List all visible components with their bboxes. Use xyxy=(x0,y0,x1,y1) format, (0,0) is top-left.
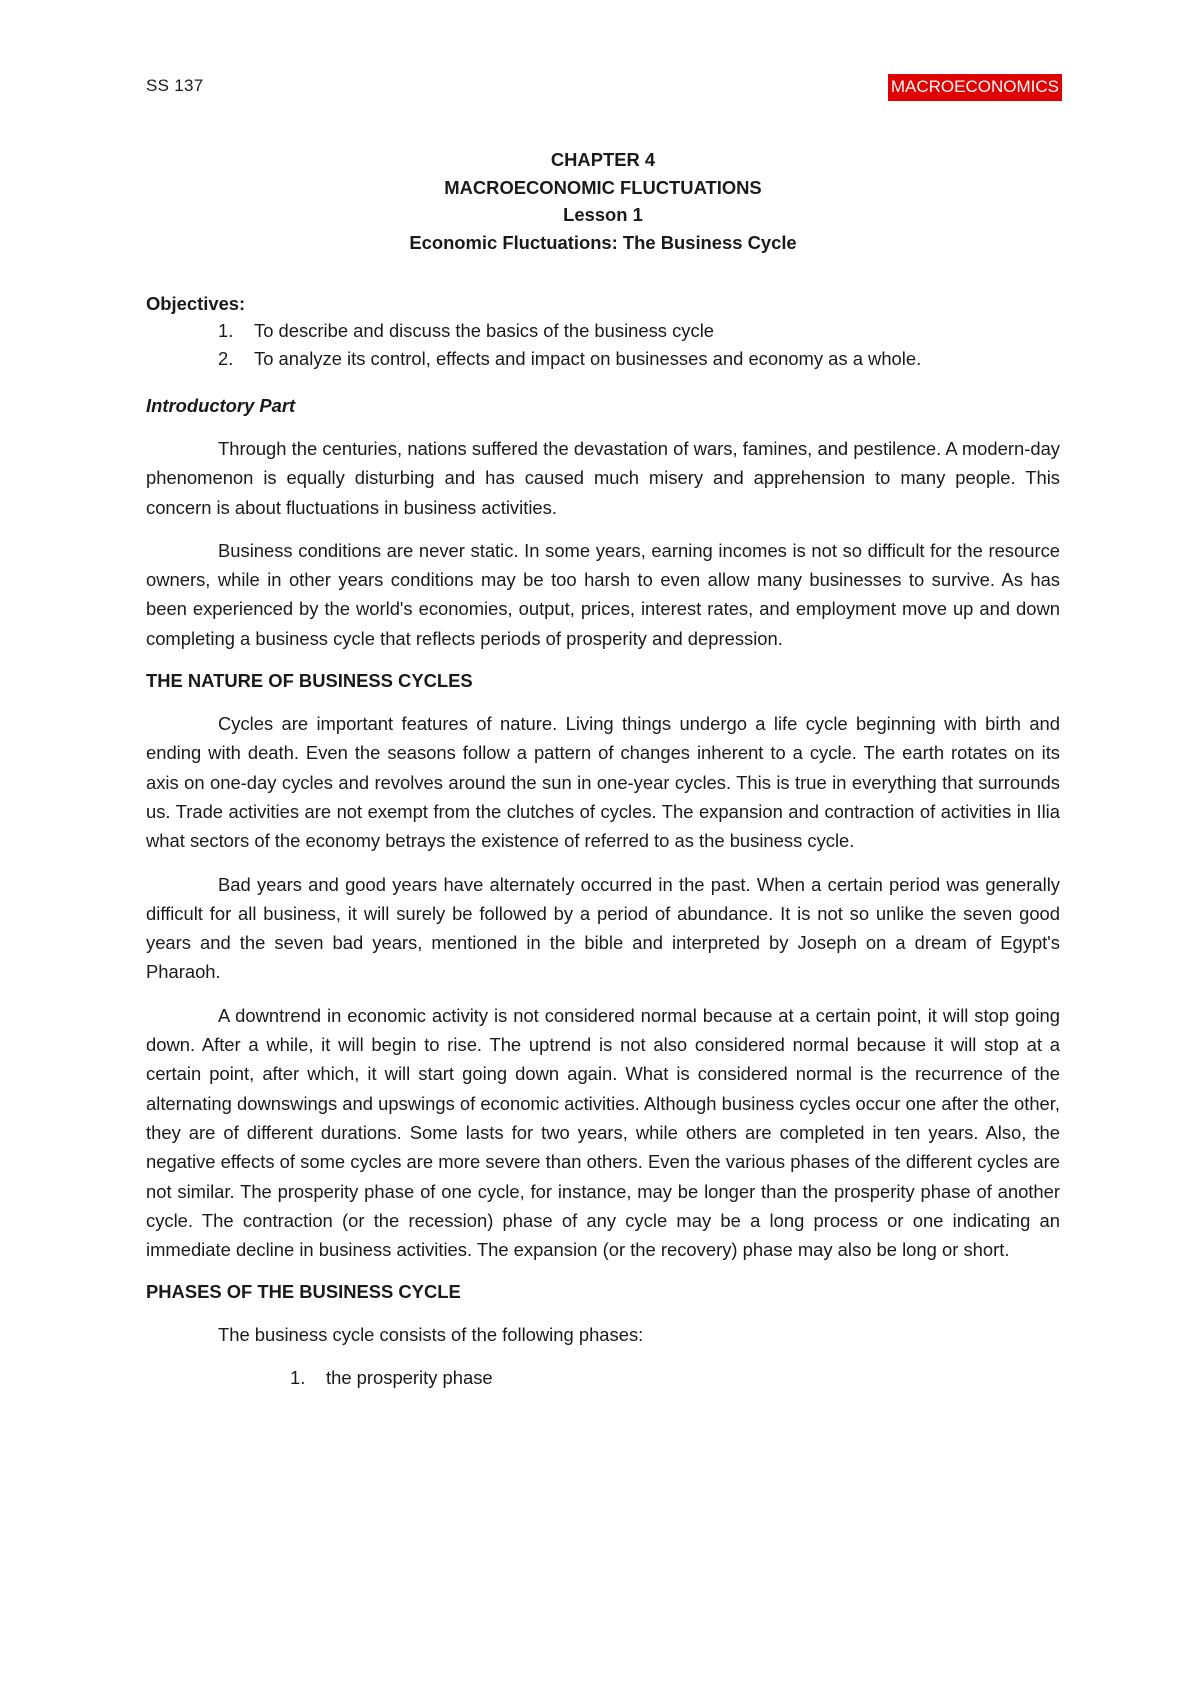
lesson-title: Economic Fluctuations: The Business Cycle xyxy=(409,231,797,253)
list-number: 1. xyxy=(218,320,234,341)
paragraph: A downtrend in economic activity is not considered normal because at a certain point, it will stop going down. After a while, it will begin to rise. The uptrend is not also considered normal because it will stop at a certain point, after which, it will start going down again. What is considered normal is the recurrence of the alternating downswings and upswings of economic activities. Although business cycles occur one after the other, they are of different durations. Some lasts for two years, while others are completed in ten years. Also, the negative effects of some cycles are more severe than others. Even the various phases of the different cycles are not similar. The prosperity phase of one cycle, for instance, may be longer than the prosperity phase of another cycle. The contraction (or the recession) phase of any cycle may be a long process or one indicating an immediate decline in business activities. The expansion (or the recovery) phase may also be long or short. xyxy=(146,1004,1060,1261)
list-number: 1. xyxy=(290,1367,306,1389)
document-body xyxy=(146,146,1060,1392)
paragraph: Business conditions are never static. In some years, earning incomes is not so difficult for the resource owners, while in other years conditions may be too harsh to even allow many businesses to survive. As has been experienced by the world's economies, output, prices, interest rates, and employment move up and down completing a business cycle that reflects periods of prosperity and depression. xyxy=(146,539,1060,649)
objectives-label: Objectives: xyxy=(146,293,246,314)
phase-text: the prosperity phase xyxy=(326,1367,493,1389)
paragraph: Through the centuries, nations suffered the devastation of wars, famines, and pestilence. A modern-day phenomenon is equally disturbing and has caused much misery and apprehension to many people. This concern is about fluctuations in business activities. xyxy=(146,438,1060,518)
chapter-number: CHAPTER 4 xyxy=(550,149,656,170)
intro-heading: Introductory Part xyxy=(146,395,296,416)
paragraph: Bad years and good years have alternately occurred in the past. When a certain period was generally difficult for all business, it will surely be followed by a period of abundance. It is not so unlike the seven good years and the seven bad years, mentioned in the bible and interpreted by Joseph on a dream of Egypt's Pharaoh. xyxy=(146,873,1060,983)
chapter-title: MACROECONOMIC FLUCTUATIONS xyxy=(444,176,762,198)
objective-text: To analyze its control, effects and impact on businesses and economy as a whole. xyxy=(254,348,922,369)
phases-list xyxy=(146,1363,1060,1392)
paragraph: Cycles are important features of nature. Living things undergo a life cycle beginning with birth and ending with death. Even the seasons follow a pattern of changes inherent to a cycle. The earth rotates on its axis on one-day cycles and revolves around the sun in one-year cycles. This is true in everything that surrounds us. Trade activities are not exempt from the clutches of cycles. The expansion and contraction of activities in Ilia what sectors of the economy betrays the existence of referred to as the business cycle. xyxy=(146,713,1060,852)
objective-text: To describe and discuss the basics of the business cycle xyxy=(254,320,715,341)
list-number: 2. xyxy=(218,348,234,369)
phase-item xyxy=(146,1363,1060,1392)
subject-tag: MACROECONOMICS xyxy=(888,74,1062,101)
lesson-number: Lesson 1 xyxy=(563,204,643,225)
section-heading-phases: PHASES OF THE BUSINESS CYCLE xyxy=(146,1281,461,1303)
objective-item xyxy=(146,345,1060,373)
objectives-list xyxy=(146,317,1060,373)
section-heading-nature: THE NATURE OF BUSINESS CYCLES xyxy=(146,670,473,692)
objective-item xyxy=(146,317,1060,345)
paragraph: The business cycle consists of the following phases: xyxy=(218,1324,644,1346)
title-block xyxy=(146,146,1060,256)
course-code: SS 137 xyxy=(146,76,204,95)
